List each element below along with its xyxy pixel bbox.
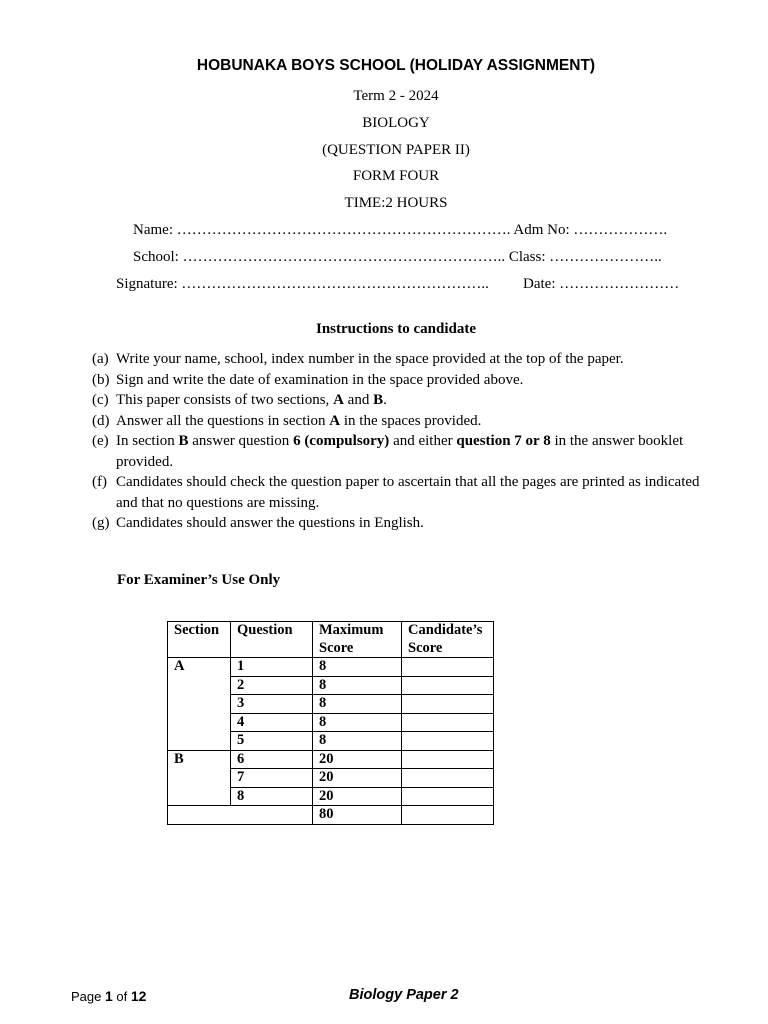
score-table	[167, 621, 494, 825]
instruction-item	[92, 390, 712, 411]
instruction-bold: 6 (compulsory)	[293, 433, 390, 449]
section-cell: A	[168, 658, 231, 751]
instruction-mark: (g)	[92, 515, 110, 531]
instruction-mark: (e)	[92, 433, 109, 449]
column-header-question: Question	[231, 622, 313, 658]
examiner-heading: For Examiner’s Use Only	[117, 572, 281, 588]
instruction-text: Write your name, school, index number in the space provided at the top of the paper.	[116, 351, 624, 367]
paper-label: (QUESTION PAPER II)	[322, 142, 470, 158]
candidate-score-cell[interactable]	[402, 695, 494, 714]
candidate-score-cell[interactable]	[402, 769, 494, 788]
candidate-score-cell[interactable]	[402, 787, 494, 806]
max-score-cell: 8	[313, 713, 402, 732]
school-title: HOBUNAKA BOYS SCHOOL (HOLIDAY ASSIGNMENT)	[196, 57, 596, 74]
page-current: 1	[105, 988, 113, 1004]
instruction-text-part: Answer all the questions in section	[116, 412, 330, 429]
page-word: Page	[71, 989, 102, 1004]
instruction-text-part: and	[343, 392, 374, 408]
instruction-bold: A	[333, 392, 344, 408]
page-total: 12	[130, 988, 147, 1004]
candidate-score-cell[interactable]	[402, 750, 494, 769]
max-score-cell: 8	[313, 732, 402, 751]
question-cell: 5	[231, 732, 313, 751]
form-label: FORM FOUR	[352, 168, 440, 184]
instruction-mark: (b)	[92, 371, 110, 388]
instruction-item	[92, 431, 712, 472]
table-row	[168, 750, 494, 769]
section-cell: B	[168, 750, 231, 806]
instruction-bold: question 7 or 8	[456, 433, 551, 449]
instruction-text: Candidates should check the question paper to ascertain that all the pages are printed as indicated and that no questions are missing.	[116, 474, 700, 511]
question-cell: 7	[231, 769, 313, 788]
candidate-score-cell[interactable]	[402, 713, 494, 732]
instruction-mark: (f)	[92, 474, 107, 490]
question-cell: 4	[231, 713, 313, 732]
name-adm-field: Name: …………………………………………………………. Adm No: ……………….	[133, 222, 668, 238]
instruction-text: Candidates should answer the questions in English.	[116, 515, 424, 531]
table-row	[168, 658, 494, 677]
school-class-field: School: ……………………………………………………….. Class: …………………..	[133, 249, 662, 265]
column-header-max-score: Maximum Score	[313, 622, 402, 658]
instruction-text: Sign and write the date of examination in the space provided above.	[116, 371, 524, 388]
instruction-text-part: In section	[116, 433, 179, 449]
signature-field: Signature: ……………………………………………………..	[116, 276, 489, 292]
candidate-score-cell[interactable]	[402, 676, 494, 695]
instruction-item	[92, 513, 712, 534]
instruction-text-part: in the answer booklet provided.	[116, 433, 684, 470]
table-total-row	[168, 806, 494, 825]
max-score-cell: 8	[313, 658, 402, 677]
instruction-item	[92, 370, 712, 391]
instruction-text-part: This paper consists of two sections,	[116, 392, 334, 408]
instruction-text-part: .	[383, 392, 387, 408]
instruction-mark: (a)	[92, 351, 109, 367]
instruction-text-part: in the spaces provided.	[340, 412, 482, 429]
instructions-list	[92, 349, 712, 534]
total-score-cell: 80	[313, 806, 402, 825]
question-cell: 6	[231, 750, 313, 769]
of-word: of	[116, 989, 128, 1004]
table-header-row	[168, 622, 494, 658]
question-cell: 8	[231, 787, 313, 806]
instruction-text-part: and either	[389, 433, 457, 449]
instruction-item	[92, 349, 712, 370]
max-score-cell: 20	[313, 750, 402, 769]
subject-label: BIOLOGY	[362, 115, 430, 131]
instruction-bold: A	[329, 412, 341, 429]
total-label-cell	[168, 806, 313, 825]
max-score-cell: 20	[313, 769, 402, 788]
instruction-bold: B	[178, 433, 189, 449]
page-number	[71, 988, 146, 1004]
question-cell: 3	[231, 695, 313, 714]
instruction-mark: (d)	[92, 412, 110, 429]
candidate-score-cell[interactable]	[402, 658, 494, 677]
question-cell: 1	[231, 658, 313, 677]
instruction-bold: B	[373, 392, 384, 408]
column-header-section: Section	[168, 622, 231, 658]
time-label: TIME:2 HOURS	[344, 195, 448, 211]
instruction-text-part: answer question	[188, 433, 294, 449]
candidate-score-cell[interactable]	[402, 732, 494, 751]
instruction-text	[116, 390, 712, 411]
instruction-item	[92, 411, 712, 432]
date-field: Date: ……………………	[523, 276, 680, 292]
footer-doc-name: Biology Paper 2	[349, 987, 459, 1003]
instruction-text	[116, 431, 712, 472]
term-label: Term 2 - 2024	[353, 88, 439, 104]
instruction-text	[116, 411, 712, 432]
total-candidate-cell[interactable]	[402, 806, 494, 825]
instruction-mark: (c)	[92, 392, 109, 408]
instruction-item	[92, 472, 712, 513]
instructions-heading: Instructions to candidate	[315, 321, 476, 337]
column-header-candidate-score: Candidate’s Score	[402, 622, 494, 658]
max-score-cell: 20	[313, 787, 402, 806]
max-score-cell: 8	[313, 676, 402, 695]
question-cell: 2	[231, 676, 313, 695]
max-score-cell: 8	[313, 695, 402, 714]
